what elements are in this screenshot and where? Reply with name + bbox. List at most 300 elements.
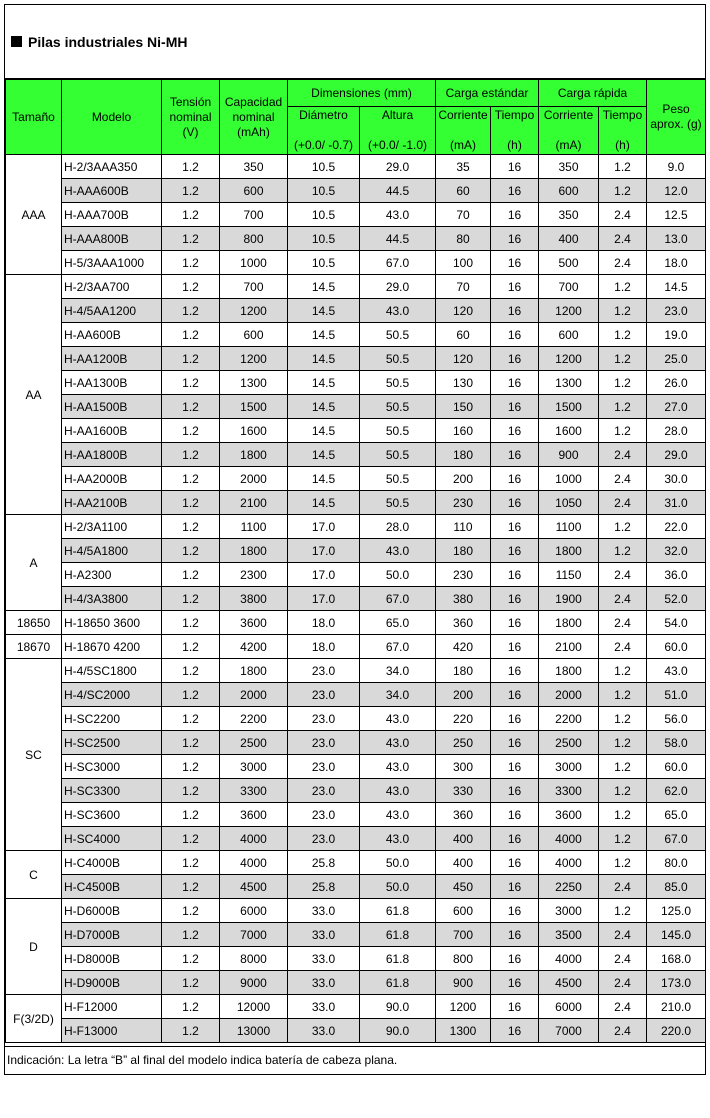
value-cell: 1.2 xyxy=(599,731,647,755)
value-cell: 3600 xyxy=(539,803,599,827)
value-cell: 23.0 xyxy=(288,779,360,803)
value-cell: 1.2 xyxy=(162,707,220,731)
model-cell: H-D8000B xyxy=(62,947,162,971)
value-cell: 1.2 xyxy=(162,347,220,371)
value-cell: 60 xyxy=(436,323,491,347)
value-cell: 1200 xyxy=(436,995,491,1019)
value-cell: 16 xyxy=(491,611,539,635)
value-cell: 1.2 xyxy=(599,539,647,563)
value-cell: 50.5 xyxy=(360,347,436,371)
value-cell: 16 xyxy=(491,875,539,899)
table-row xyxy=(6,659,706,683)
model-cell: H-AA1600B xyxy=(62,419,162,443)
value-cell: 1.2 xyxy=(599,179,647,203)
value-cell: 44.5 xyxy=(360,179,436,203)
table-row xyxy=(6,515,706,539)
value-cell: 2.4 xyxy=(599,227,647,251)
value-cell: 23.0 xyxy=(288,707,360,731)
value-cell: 28.0 xyxy=(647,419,706,443)
header-tiempo-rapida: Tiempo (h) xyxy=(599,107,647,155)
value-cell: 58.0 xyxy=(647,731,706,755)
table-row xyxy=(6,851,706,875)
model-cell: H-D7000B xyxy=(62,923,162,947)
value-cell: 1200 xyxy=(220,299,288,323)
value-cell: 18.0 xyxy=(288,635,360,659)
value-cell: 2.4 xyxy=(599,203,647,227)
model-cell: H-D6000B xyxy=(62,899,162,923)
value-cell: 4000 xyxy=(539,851,599,875)
table-row xyxy=(6,443,706,467)
value-cell: 3800 xyxy=(220,587,288,611)
model-cell: H-AAA700B xyxy=(62,203,162,227)
value-cell: 1300 xyxy=(539,371,599,395)
value-cell: 23.0 xyxy=(288,683,360,707)
value-cell: 50.5 xyxy=(360,323,436,347)
value-cell: 1.2 xyxy=(162,683,220,707)
value-cell: 1.2 xyxy=(599,395,647,419)
value-cell: 90.0 xyxy=(360,1019,436,1043)
value-cell: 18.0 xyxy=(288,611,360,635)
value-cell: 1.2 xyxy=(162,611,220,635)
value-cell: 2.4 xyxy=(599,1019,647,1043)
value-cell: 3000 xyxy=(539,899,599,923)
value-cell: 29.0 xyxy=(647,443,706,467)
value-cell: 1.2 xyxy=(599,851,647,875)
value-cell: 10.5 xyxy=(288,251,360,275)
value-cell: 1.2 xyxy=(162,1019,220,1043)
value-cell: 50.5 xyxy=(360,371,436,395)
value-cell: 43.0 xyxy=(360,779,436,803)
model-cell: H-AA1800B xyxy=(62,443,162,467)
value-cell: 61.8 xyxy=(360,923,436,947)
value-cell: 180 xyxy=(436,443,491,467)
value-cell: 2.4 xyxy=(599,443,647,467)
value-cell: 1100 xyxy=(220,515,288,539)
value-cell: 36.0 xyxy=(647,563,706,587)
value-cell: 1.2 xyxy=(162,419,220,443)
value-cell: 43.0 xyxy=(360,827,436,851)
model-cell: H-AA1500B xyxy=(62,395,162,419)
value-cell: 25.8 xyxy=(288,851,360,875)
value-cell: 50.5 xyxy=(360,419,436,443)
value-cell: 7000 xyxy=(539,1019,599,1043)
table-row xyxy=(6,875,706,899)
model-cell: H-SC3600 xyxy=(62,803,162,827)
value-cell: 12.0 xyxy=(647,179,706,203)
model-cell: H-AA1300B xyxy=(62,371,162,395)
value-cell: 1500 xyxy=(220,395,288,419)
value-cell: 2.4 xyxy=(599,251,647,275)
table-row xyxy=(6,803,706,827)
value-cell: 1.2 xyxy=(162,923,220,947)
value-cell: 120 xyxy=(436,347,491,371)
value-cell: 1200 xyxy=(220,347,288,371)
value-cell: 16 xyxy=(491,491,539,515)
value-cell: 18.0 xyxy=(647,251,706,275)
value-cell: 1.2 xyxy=(162,659,220,683)
value-cell: 6000 xyxy=(539,995,599,1019)
value-cell: 1050 xyxy=(539,491,599,515)
table-row xyxy=(6,611,706,635)
value-cell: 2.4 xyxy=(599,587,647,611)
value-cell: 2.4 xyxy=(599,563,647,587)
value-cell: 14.5 xyxy=(288,275,360,299)
value-cell: 1800 xyxy=(220,659,288,683)
value-cell: 2300 xyxy=(220,563,288,587)
table-body xyxy=(6,155,706,1043)
value-cell: 16 xyxy=(491,419,539,443)
value-cell: 12.5 xyxy=(647,203,706,227)
value-cell: 1.2 xyxy=(599,323,647,347)
value-cell: 67.0 xyxy=(360,251,436,275)
value-cell: 800 xyxy=(436,947,491,971)
value-cell: 168.0 xyxy=(647,947,706,971)
size-cell: C xyxy=(6,851,62,899)
table-row xyxy=(6,827,706,851)
value-cell: 16 xyxy=(491,779,539,803)
value-cell: 1.2 xyxy=(599,155,647,179)
value-cell: 60 xyxy=(436,179,491,203)
table-row xyxy=(6,971,706,995)
value-cell: 60.0 xyxy=(647,755,706,779)
spec-sheet xyxy=(4,4,706,1075)
value-cell: 13.0 xyxy=(647,227,706,251)
table-row xyxy=(6,467,706,491)
value-cell: 3600 xyxy=(220,803,288,827)
value-cell: 1100 xyxy=(539,515,599,539)
value-cell: 8000 xyxy=(220,947,288,971)
square-bullet-icon xyxy=(11,36,22,47)
header-corriente-rapida: Corriente (mA) xyxy=(539,107,599,155)
value-cell: 16 xyxy=(491,443,539,467)
header-modelo: Modelo xyxy=(62,80,162,155)
value-cell: 1800 xyxy=(539,611,599,635)
value-cell: 1.2 xyxy=(162,755,220,779)
value-cell: 1.2 xyxy=(162,731,220,755)
value-cell: 1.2 xyxy=(162,563,220,587)
value-cell: 16 xyxy=(491,515,539,539)
value-cell: 17.0 xyxy=(288,515,360,539)
value-cell: 2.4 xyxy=(599,635,647,659)
value-cell: 2.4 xyxy=(599,611,647,635)
value-cell: 1.2 xyxy=(599,371,647,395)
value-cell: 3500 xyxy=(539,923,599,947)
value-cell: 1200 xyxy=(539,299,599,323)
value-cell: 1.2 xyxy=(162,803,220,827)
title-bar xyxy=(5,5,705,79)
value-cell: 900 xyxy=(539,443,599,467)
value-cell: 400 xyxy=(436,851,491,875)
value-cell: 65.0 xyxy=(360,611,436,635)
header-dimensiones: Dimensiones (mm) xyxy=(288,80,436,107)
value-cell: 1.2 xyxy=(162,827,220,851)
model-cell: H-18650 3600 xyxy=(62,611,162,635)
value-cell: 1.2 xyxy=(162,851,220,875)
value-cell: 23.0 xyxy=(288,827,360,851)
value-cell: 43.0 xyxy=(360,731,436,755)
value-cell: 145.0 xyxy=(647,923,706,947)
value-cell: 67.0 xyxy=(360,635,436,659)
table-row xyxy=(6,923,706,947)
value-cell: 16 xyxy=(491,659,539,683)
model-cell: H-C4000B xyxy=(62,851,162,875)
value-cell: 16 xyxy=(491,563,539,587)
table-row xyxy=(6,347,706,371)
value-cell: 16 xyxy=(491,323,539,347)
value-cell: 200 xyxy=(436,683,491,707)
model-cell: H-C4500B xyxy=(62,875,162,899)
value-cell: 9.0 xyxy=(647,155,706,179)
value-cell: 450 xyxy=(436,875,491,899)
value-cell: 2000 xyxy=(220,467,288,491)
value-cell: 1.2 xyxy=(599,275,647,299)
value-cell: 4500 xyxy=(220,875,288,899)
value-cell: 80 xyxy=(436,227,491,251)
value-cell: 3000 xyxy=(539,755,599,779)
value-cell: 1.2 xyxy=(599,755,647,779)
value-cell: 2.4 xyxy=(599,491,647,515)
value-cell: 16 xyxy=(491,347,539,371)
value-cell: 1.2 xyxy=(162,299,220,323)
table-row xyxy=(6,371,706,395)
value-cell: 1800 xyxy=(220,539,288,563)
value-cell: 31.0 xyxy=(647,491,706,515)
value-cell: 100 xyxy=(436,251,491,275)
value-cell: 50.0 xyxy=(360,875,436,899)
value-cell: 1.2 xyxy=(599,779,647,803)
value-cell: 17.0 xyxy=(288,539,360,563)
header-diametro: Diámetro (+0.0/ -0.7) xyxy=(288,107,360,155)
value-cell: 1.2 xyxy=(162,635,220,659)
model-cell: H-SC3300 xyxy=(62,779,162,803)
size-cell: A xyxy=(6,515,62,611)
value-cell: 16 xyxy=(491,947,539,971)
value-cell: 61.8 xyxy=(360,971,436,995)
model-cell: H-D9000B xyxy=(62,971,162,995)
size-cell: 18650 xyxy=(6,611,62,635)
value-cell: 230 xyxy=(436,491,491,515)
value-cell: 52.0 xyxy=(647,587,706,611)
value-cell: 110 xyxy=(436,515,491,539)
size-cell: 18670 xyxy=(6,635,62,659)
model-cell: H-4/5SC1800 xyxy=(62,659,162,683)
table-row xyxy=(6,1019,706,1043)
value-cell: 1800 xyxy=(539,659,599,683)
table-row xyxy=(6,299,706,323)
value-cell: 220.0 xyxy=(647,1019,706,1043)
value-cell: 2.4 xyxy=(599,875,647,899)
value-cell: 23.0 xyxy=(288,803,360,827)
value-cell: 33.0 xyxy=(288,947,360,971)
value-cell: 43.0 xyxy=(647,659,706,683)
value-cell: 33.0 xyxy=(288,923,360,947)
value-cell: 16 xyxy=(491,227,539,251)
value-cell: 67.0 xyxy=(360,587,436,611)
value-cell: 250 xyxy=(436,731,491,755)
value-cell: 700 xyxy=(539,275,599,299)
value-cell: 2200 xyxy=(539,707,599,731)
model-cell: H-2/3AAA350 xyxy=(62,155,162,179)
model-cell: H-18670 4200 xyxy=(62,635,162,659)
table-row xyxy=(6,419,706,443)
value-cell: 125.0 xyxy=(647,899,706,923)
value-cell: 43.0 xyxy=(360,299,436,323)
value-cell: 230 xyxy=(436,563,491,587)
value-cell: 500 xyxy=(539,251,599,275)
value-cell: 16 xyxy=(491,851,539,875)
value-cell: 16 xyxy=(491,539,539,563)
value-cell: 1.2 xyxy=(162,323,220,347)
header-tiempo-estandar: Tiempo (h) xyxy=(491,107,539,155)
value-cell: 10.5 xyxy=(288,227,360,251)
value-cell: 16 xyxy=(491,635,539,659)
value-cell: 70 xyxy=(436,275,491,299)
value-cell: 67.0 xyxy=(647,827,706,851)
footnote: Indicación: La letra “B” al final del modelo indica batería de cabeza plana. xyxy=(5,1046,705,1074)
model-cell: H-F13000 xyxy=(62,1019,162,1043)
model-cell: H-AA2100B xyxy=(62,491,162,515)
value-cell: 200 xyxy=(436,467,491,491)
value-cell: 30.0 xyxy=(647,467,706,491)
value-cell: 14.5 xyxy=(288,299,360,323)
value-cell: 16 xyxy=(491,203,539,227)
value-cell: 16 xyxy=(491,251,539,275)
value-cell: 1.2 xyxy=(162,947,220,971)
header-carga-rapida: Carga rápida xyxy=(539,80,647,107)
model-cell: H-2/3AA700 xyxy=(62,275,162,299)
value-cell: 2500 xyxy=(539,731,599,755)
value-cell: 1800 xyxy=(539,539,599,563)
table-row xyxy=(6,491,706,515)
value-cell: 33.0 xyxy=(288,1019,360,1043)
value-cell: 1.2 xyxy=(599,899,647,923)
value-cell: 1150 xyxy=(539,563,599,587)
model-cell: H-4/5AA1200 xyxy=(62,299,162,323)
value-cell: 85.0 xyxy=(647,875,706,899)
value-cell: 1.2 xyxy=(162,203,220,227)
value-cell: 14.5 xyxy=(288,443,360,467)
value-cell: 43.0 xyxy=(360,539,436,563)
value-cell: 80.0 xyxy=(647,851,706,875)
value-cell: 120 xyxy=(436,299,491,323)
header-capacidad: Capacidad nominal (mAh) xyxy=(220,80,288,155)
value-cell: 130 xyxy=(436,371,491,395)
table-row xyxy=(6,179,706,203)
size-cell: F(3/2D) xyxy=(6,995,62,1043)
value-cell: 1.2 xyxy=(599,683,647,707)
value-cell: 1600 xyxy=(220,419,288,443)
value-cell: 1.2 xyxy=(162,995,220,1019)
value-cell: 44.5 xyxy=(360,227,436,251)
value-cell: 4500 xyxy=(539,971,599,995)
table-row xyxy=(6,731,706,755)
value-cell: 16 xyxy=(491,995,539,1019)
value-cell: 400 xyxy=(539,227,599,251)
table-row xyxy=(6,251,706,275)
value-cell: 1.2 xyxy=(599,659,647,683)
value-cell: 14.5 xyxy=(288,467,360,491)
model-cell: H-SC2200 xyxy=(62,707,162,731)
value-cell: 61.8 xyxy=(360,947,436,971)
value-cell: 62.0 xyxy=(647,779,706,803)
value-cell: 173.0 xyxy=(647,971,706,995)
value-cell: 16 xyxy=(491,371,539,395)
table-row xyxy=(6,323,706,347)
value-cell: 50.5 xyxy=(360,467,436,491)
value-cell: 1.2 xyxy=(599,803,647,827)
size-cell: AAA xyxy=(6,155,62,275)
value-cell: 14.5 xyxy=(288,395,360,419)
value-cell: 50.5 xyxy=(360,491,436,515)
page-title: Pilas industriales Ni-MH xyxy=(28,33,188,50)
table-row xyxy=(6,755,706,779)
value-cell: 16 xyxy=(491,899,539,923)
value-cell: 16 xyxy=(491,707,539,731)
model-cell: H-AA2000B xyxy=(62,467,162,491)
table-row xyxy=(6,899,706,923)
value-cell: 2100 xyxy=(220,491,288,515)
value-cell: 32.0 xyxy=(647,539,706,563)
value-cell: 1.2 xyxy=(599,707,647,731)
value-cell: 33.0 xyxy=(288,899,360,923)
value-cell: 1.2 xyxy=(599,827,647,851)
table-row xyxy=(6,995,706,1019)
table-row xyxy=(6,275,706,299)
value-cell: 26.0 xyxy=(647,371,706,395)
value-cell: 4000 xyxy=(539,947,599,971)
value-cell: 16 xyxy=(491,755,539,779)
size-cell: D xyxy=(6,899,62,995)
value-cell: 1.2 xyxy=(162,179,220,203)
header-peso: Peso aprox. (g) xyxy=(647,80,706,155)
value-cell: 2.4 xyxy=(599,947,647,971)
value-cell: 2200 xyxy=(220,707,288,731)
value-cell: 14.5 xyxy=(288,323,360,347)
value-cell: 700 xyxy=(220,275,288,299)
value-cell: 34.0 xyxy=(360,659,436,683)
value-cell: 70 xyxy=(436,203,491,227)
value-cell: 700 xyxy=(220,203,288,227)
value-cell: 350 xyxy=(220,155,288,179)
model-cell: H-AA1200B xyxy=(62,347,162,371)
value-cell: 1000 xyxy=(220,251,288,275)
value-cell: 16 xyxy=(491,827,539,851)
value-cell: 10.5 xyxy=(288,203,360,227)
table-row xyxy=(6,539,706,563)
value-cell: 160 xyxy=(436,419,491,443)
value-cell: 1.2 xyxy=(162,971,220,995)
value-cell: 4000 xyxy=(220,851,288,875)
value-cell: 4000 xyxy=(539,827,599,851)
value-cell: 16 xyxy=(491,275,539,299)
value-cell: 3000 xyxy=(220,755,288,779)
model-cell: H-F12000 xyxy=(62,995,162,1019)
value-cell: 600 xyxy=(539,323,599,347)
value-cell: 1.2 xyxy=(162,875,220,899)
value-cell: 90.0 xyxy=(360,995,436,1019)
value-cell: 350 xyxy=(539,203,599,227)
value-cell: 1200 xyxy=(539,347,599,371)
value-cell: 1.2 xyxy=(599,299,647,323)
value-cell: 1000 xyxy=(539,467,599,491)
value-cell: 2000 xyxy=(220,683,288,707)
value-cell: 17.0 xyxy=(288,587,360,611)
value-cell: 210.0 xyxy=(647,995,706,1019)
value-cell: 50.5 xyxy=(360,443,436,467)
value-cell: 1.2 xyxy=(599,515,647,539)
value-cell: 900 xyxy=(436,971,491,995)
value-cell: 23.0 xyxy=(288,731,360,755)
